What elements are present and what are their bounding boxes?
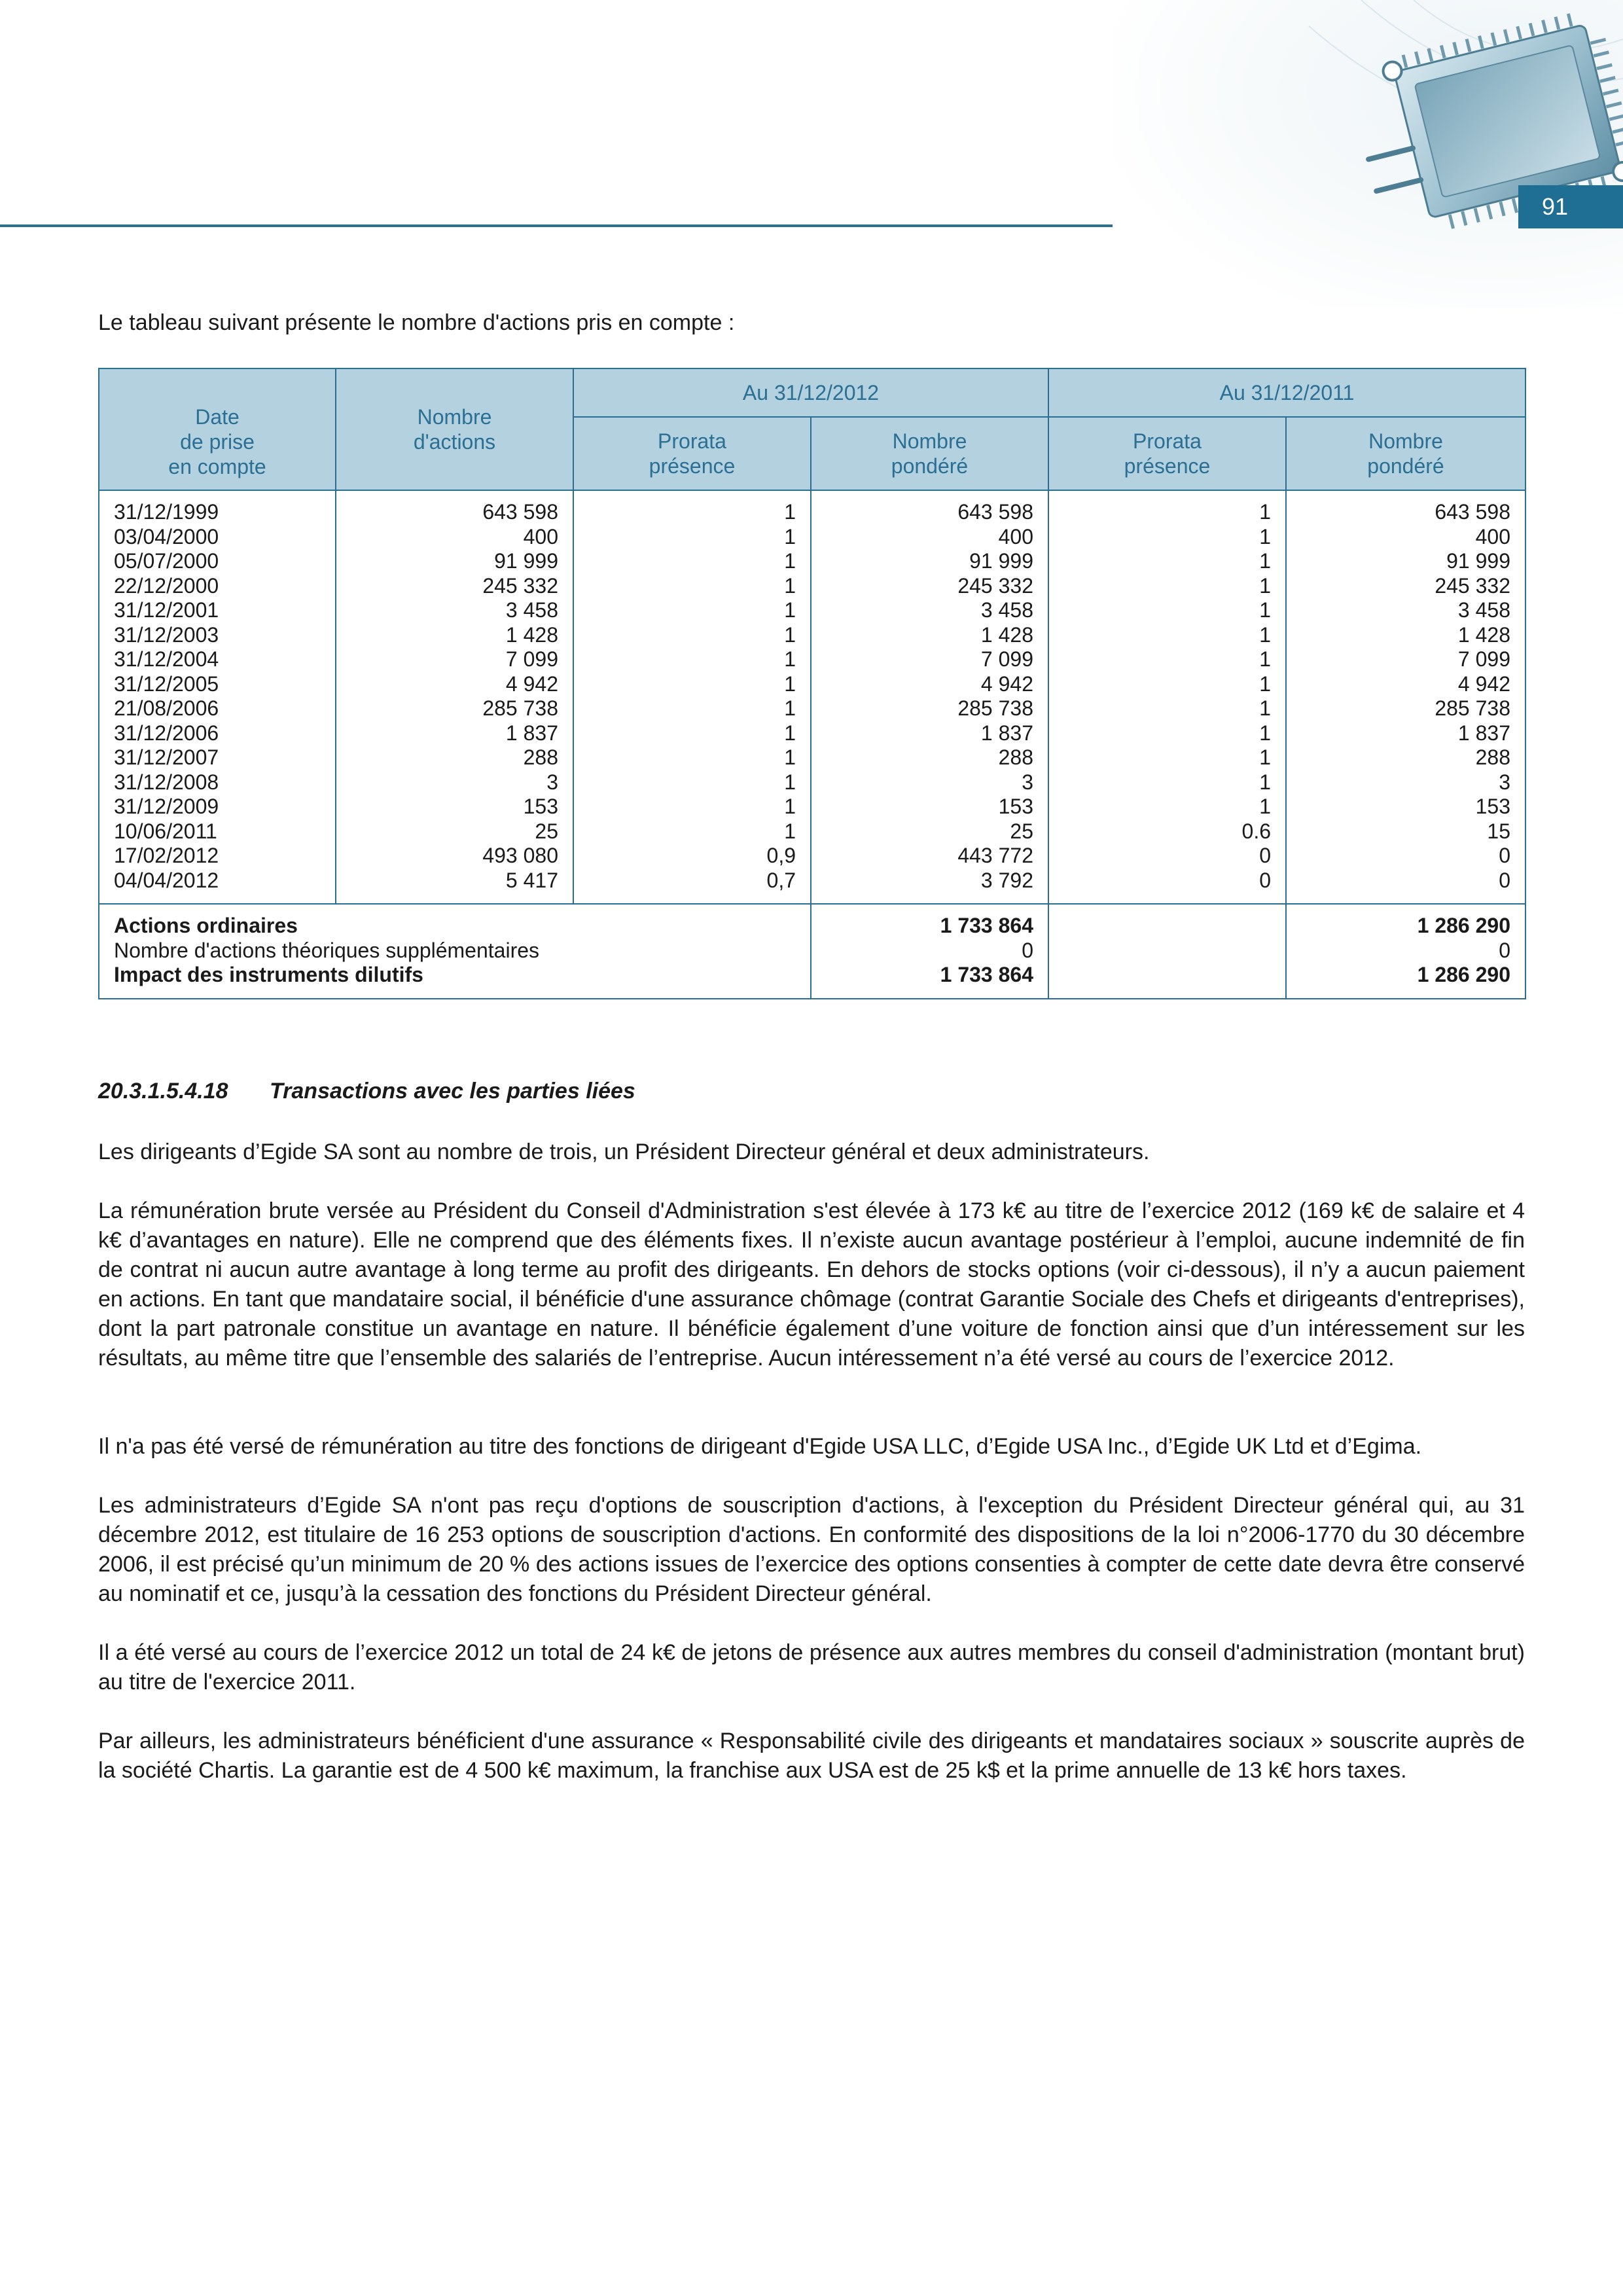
table-cell: 400 — [523, 524, 558, 548]
table-cell: 1 837 — [505, 721, 558, 745]
table-cell: 31/12/2009 — [114, 795, 219, 818]
electronic-package-illustration — [1113, 0, 1623, 308]
table-cell: 03/04/2000 — [114, 524, 219, 548]
table-cell: 7 099 — [1457, 647, 1510, 671]
table-cell: 91 999 — [969, 549, 1033, 573]
col-prorata-2012 — [573, 490, 811, 904]
col-shares — [336, 490, 573, 904]
table-cell: 7 099 — [505, 647, 558, 671]
table-cell: 1 — [784, 795, 796, 818]
table-cell: 04/04/2012 — [114, 868, 219, 892]
table-cell: 0 — [1259, 844, 1271, 867]
table-cell: 1 — [1259, 500, 1271, 524]
table-cell: 0,9 — [766, 844, 796, 867]
table-cell: 7 099 — [980, 647, 1033, 671]
table-cell: 1 — [1259, 721, 1271, 745]
section-number: 20.3.1.5.4.18 — [98, 1079, 228, 1103]
totals-2012: 1 733 864 0 1 733 864 — [811, 904, 1048, 999]
table-cell: 1 — [1259, 573, 1271, 598]
table-cell: 1 837 — [980, 721, 1033, 745]
table-cell: 1 — [1259, 696, 1271, 720]
table-cell: 285 738 — [957, 696, 1033, 720]
table-cell: 4 942 — [1457, 672, 1510, 696]
shares-table — [98, 368, 1526, 999]
table-cell: 493 080 — [482, 844, 558, 867]
table-cell: 1 — [1259, 524, 1271, 548]
table-cell: 0 — [1499, 844, 1510, 867]
section-title: Transactions avec les parties liées — [270, 1079, 635, 1103]
table-cell: 3 458 — [1457, 598, 1510, 622]
col-weighted-2011 — [1286, 490, 1525, 904]
table-cell: 0.6 — [1241, 819, 1271, 843]
table-cell: 21/08/2006 — [114, 696, 219, 720]
table-cell: 31/12/2005 — [114, 672, 219, 696]
table-cell: 3 458 — [980, 598, 1033, 622]
table-cell: 288 — [1475, 745, 1510, 769]
table-cell: 31/12/2008 — [114, 770, 219, 794]
table-cell: 1 — [1259, 795, 1271, 818]
paragraph-attendance-fees: Il a été versé au cours de l’exercice 2012 un total de 24 k€ de jetons de présence aux autres membres du conseil d'administration (montant brut) au titre de l'exercice 2011. — [98, 1640, 1525, 1695]
header-weighted-2011: Nombre pondéré — [1286, 417, 1525, 490]
table-cell: 1 — [1259, 770, 1271, 794]
table-cell: 15 — [1487, 819, 1510, 843]
table-cell: 31/12/2003 — [114, 622, 219, 647]
table-cell: 3 792 — [980, 868, 1033, 892]
table-cell: 1 837 — [1457, 721, 1510, 745]
table-cell: 3 — [546, 770, 558, 794]
table-cell: 400 — [1475, 524, 1510, 548]
header-prorata-2011: Prorata présence — [1048, 417, 1286, 490]
table-cell: 1 — [784, 770, 796, 794]
table-cell: 643 598 — [482, 500, 558, 524]
table-cell: 1 — [1259, 549, 1271, 573]
table-cell: 1 — [784, 598, 796, 622]
header-period-2012: Au 31/12/2012 — [573, 368, 1048, 417]
table-cell: 31/12/2001 — [114, 598, 219, 622]
table-cell: 1 — [784, 696, 796, 720]
table-cell: 0,7 — [766, 868, 796, 892]
table-cell: 5 417 — [505, 868, 558, 892]
table-cell: 1 — [784, 622, 796, 647]
section-heading — [98, 1079, 635, 1104]
table-cell: 443 772 — [957, 844, 1033, 867]
table-cell: 245 332 — [1435, 573, 1510, 598]
table-cell: 1 — [784, 721, 796, 745]
table-cell: 1 428 — [505, 622, 558, 647]
header-period-2011: Au 31/12/2011 — [1048, 368, 1525, 417]
table-cell: 31/12/2007 — [114, 745, 219, 769]
table-totals-block — [99, 904, 1525, 999]
table-cell: 10/06/2011 — [114, 819, 217, 843]
table-cell: 1 — [1259, 672, 1271, 696]
table-cell: 3 — [1022, 770, 1033, 794]
table-cell: 31/12/1999 — [114, 500, 219, 524]
table-cell: 153 — [523, 795, 558, 818]
totals-empty-cell — [1048, 904, 1286, 999]
table-cell: 91 999 — [494, 549, 558, 573]
table-cell: 1 — [784, 524, 796, 548]
paragraph-subsidiaries: Il n'a pas été versé de rémunération au titre des fonctions de dirigeant d'Egide USA LLC, d’Egide USA Inc., d’Egide UK Ltd et d’Egima. — [98, 1434, 1422, 1459]
paragraph-remuneration: La rémunération brute versée au Président du Conseil d'Administration s'est élevée à 173 k€ au titre de l’exercice 2012 (169 k€ de salaire et 4 k€ d’avantages en nature). Elle ne comprend que des éléments fixes. Il n’existe aucun avantage postérieur à l’emploi, aucune indemnité de fin de contrat ni aucun autre avantage à long terme au profit des dirigeants. En dehors de stocks options (voir ci-dessous), il n’y a aucun paiement en actions. En tant que mandataire social, il bénéficie d'une assurance chômage (contrat Garantie Sociale des Chefs et dirigeants d'entreprises), dont la part patronale constitue un avantage en nature. Il bénéficie également d’une voiture de fonction ainsi que d’un intéressement sur les résultats, au même titre que l’ensemble des salariés de l’entreprise. Aucun intéressement n’a été versé au cours de l’exercice 2012. — [98, 1198, 1525, 1371]
table-cell: 1 428 — [980, 622, 1033, 647]
table-cell: 3 458 — [505, 598, 558, 622]
table-cell: 4 942 — [980, 672, 1033, 696]
table-cell: 288 — [523, 745, 558, 769]
table-cell: 1 — [1259, 745, 1271, 769]
col-weighted-2012 — [811, 490, 1048, 904]
header-date: Date de prise en compte — [99, 368, 336, 490]
table-cell: 91 999 — [1446, 549, 1510, 573]
table-cell: 285 738 — [1435, 696, 1510, 720]
table-cell: 22/12/2000 — [114, 573, 219, 598]
table-cell: 245 332 — [482, 573, 558, 598]
totals-labels: Actions ordinaires Nombre d'actions théoriques supplémentaires Impact des instruments dilutifs — [99, 904, 811, 999]
table-cell: 31/12/2004 — [114, 647, 219, 671]
table-cell: 153 — [998, 795, 1033, 818]
table-cell: 1 — [1259, 598, 1271, 622]
table-cell: 400 — [998, 524, 1033, 548]
table-cell: 288 — [998, 745, 1033, 769]
table-cell: 31/12/2006 — [114, 721, 219, 745]
table-cell: 1 — [784, 647, 796, 671]
table-cell: 1 — [1259, 622, 1271, 647]
table-cell: 05/07/2000 — [114, 549, 219, 573]
header-rule — [0, 224, 1113, 227]
table-cell: 285 738 — [482, 696, 558, 720]
table-cell: 1 — [784, 745, 796, 769]
table-cell: 643 598 — [1435, 500, 1510, 524]
table-cell: 1 — [784, 500, 796, 524]
paragraph-directors: Les dirigeants d’Egide SA sont au nombre de trois, un Président Directeur général et deux administrateurs. — [98, 1139, 1150, 1164]
table-cell: 1 428 — [1457, 622, 1510, 647]
table-data-block — [99, 490, 1525, 904]
table-cell: 153 — [1475, 795, 1510, 818]
table-cell: 245 332 — [957, 573, 1033, 598]
table-cell: 1 — [1259, 647, 1271, 671]
totals-2011: 1 286 290 0 1 286 290 — [1286, 904, 1525, 999]
table-cell: 643 598 — [957, 500, 1033, 524]
col-dates — [99, 490, 336, 904]
paragraph-insurance: Par ailleurs, les administrateurs bénéficient d'une assurance « Responsabilité civile des dirigeants et mandataires sociaux » souscrite auprès de la société Chartis. La garantie est de 4 500 k€ maximum, la franchise aux USA est de 25 k$ et la prime annuelle de 13 k€ hors taxes. — [98, 1729, 1525, 1783]
header-prorata-2012: Prorata présence — [573, 417, 811, 490]
table-cell: 1 — [784, 573, 796, 598]
paragraph-stock-options: Les administrateurs d’Egide SA n'ont pas reçu d'options de souscription d'actions, à l'exception du Président Directeur général qui, au 31 décembre 2012, est titulaire de 16 253 options de souscription d'actions. En conformité des dispositions de la loi n°2006-1770 du 30 décembre 2006, il est précisé qu’un minimum de 20 % des actions issues de l’exercice des options consenties à compter de cette date devra être conservé au nominatif et ce, jusqu’à la cessation des fonctions du Président Directeur général. — [98, 1493, 1525, 1606]
intro-text: Le tableau suivant présente le nombre d'actions pris en compte : — [98, 310, 735, 335]
table-cell: 1 — [784, 549, 796, 573]
col-prorata-2011 — [1048, 490, 1286, 904]
table-cell: 1 — [784, 819, 796, 843]
table-cell: 1 — [784, 672, 796, 696]
table-cell: 25 — [1010, 819, 1033, 843]
table-cell: 0 — [1499, 868, 1510, 892]
table-cell: 4 942 — [505, 672, 558, 696]
header-weighted-2012: Nombre pondéré — [811, 417, 1048, 490]
table-cell: 0 — [1259, 868, 1271, 892]
header-share-count: Nombre d'actions — [336, 368, 573, 490]
page-number: 91 — [1518, 185, 1623, 228]
table-cell: 25 — [535, 819, 558, 843]
table-cell: 3 — [1499, 770, 1510, 794]
table-cell: 17/02/2012 — [114, 844, 219, 867]
